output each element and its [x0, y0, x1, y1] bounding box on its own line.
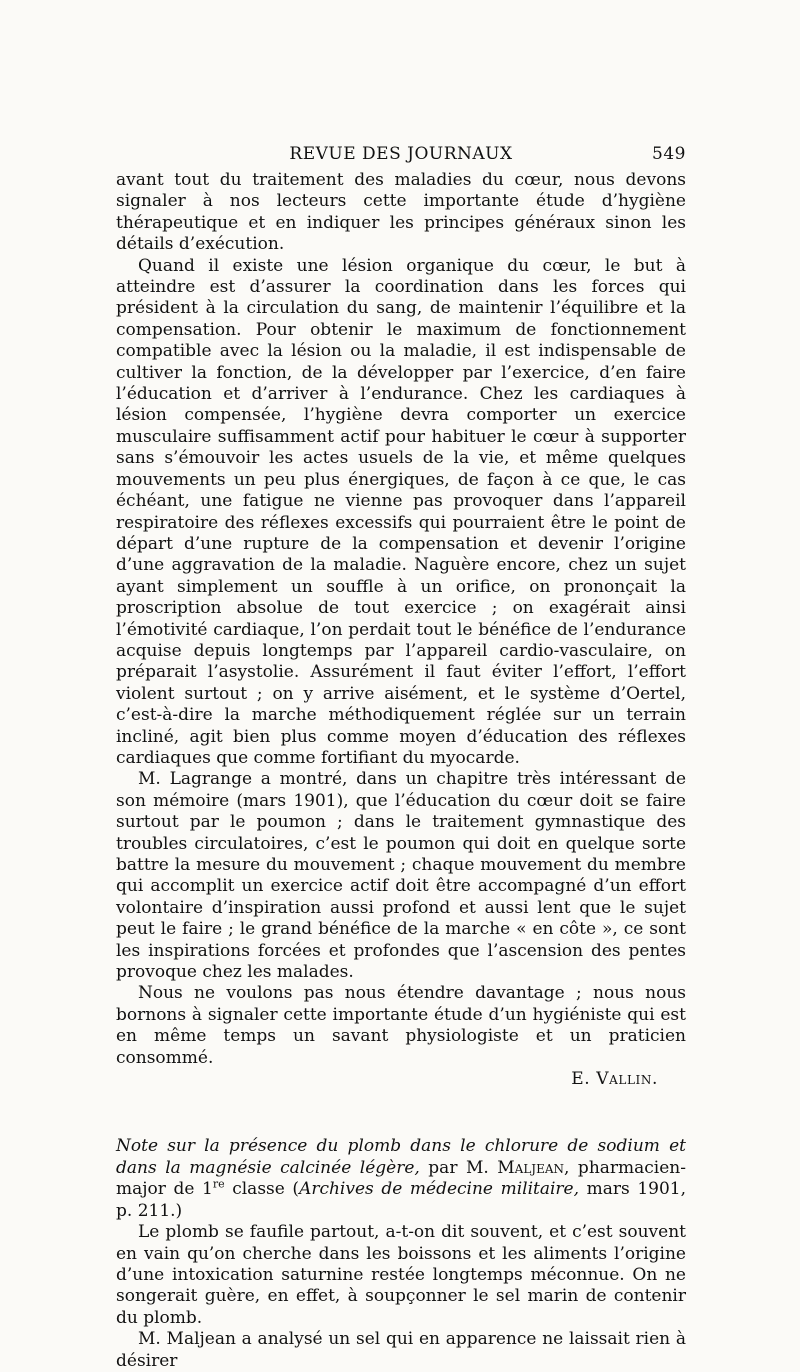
page-number: 549 — [652, 144, 686, 164]
paragraph: Le plomb se faufile partout, a-t-on dit souvent, et c’est souvent en vain qu’on cherche dans les boissons et les aliments l’origine d’une intoxication saturnine restée longtemps méconnue. On ne songerait guère, en effet, à soupçonner le sel marin de contenir du plomb. — [116, 1222, 686, 1328]
body-text — [116, 170, 686, 1372]
section-gap — [116, 1090, 686, 1136]
running-title: REVUE DES JOURNAUX — [289, 144, 513, 164]
article-title: Note sur la présence du plomb dans le chlorure de sodium et dans la magnésie calcinée légère, — [116, 1136, 686, 1178]
signature: E. Vallin. — [571, 1069, 658, 1090]
paragraph: Nous ne voulons pas nous étendre davantage ; nous nous bornons à signaler cette importante étude d’un hygiéniste qui est en même temps un savant physiologiste et un praticien consommé. — [116, 983, 686, 1068]
article-role-end: classe ( — [224, 1179, 300, 1200]
article-role-sup: re — [212, 1177, 225, 1191]
article-source: Archives de médecine militaire, — [299, 1179, 580, 1200]
paragraph-continuation: avant tout du traitement des maladies du cœur, nous devons signaler à nos lecteurs cette importante étude d’hygiène thérapeutique et en indiquer les principes généraux sinon les détails d’exécution. — [116, 170, 686, 255]
paragraph: M. Maljean a analysé un sel qui en apparence ne laissait rien à désirer — [116, 1329, 686, 1371]
article-heading — [116, 1136, 686, 1222]
paragraph: M. Lagrange a montré, dans un chapitre très intéressant de son mémoire (mars 1901), que l’éducation du cœur doit se faire surtout par le poumon ; dans le traitement gymnastique des troubles circulatoires, c’est le poumon qui doit en quelque sorte battre la mesure du mouvement ; chaque mouvement du membre qui accomplit un exercice actif doit être accompagné d’un effort volontaire d’inspiration aussi profond et aussi lent que le sujet peut le faire ; le grand bénéfice de la marche « en côte », ce sont les inspirations forcées et profondes que l’ascension des pentes provoque chez les malades. — [116, 769, 686, 983]
document-page — [116, 140, 686, 1371]
running-header — [116, 140, 686, 170]
article-by: par M. — [419, 1157, 498, 1178]
article-source-rest: mars 1901, p. 211.) — [116, 1179, 686, 1221]
article-author: Maljean — [497, 1157, 565, 1178]
article-role: , pharmacien-major de 1 — [116, 1157, 686, 1200]
paragraph: Quand il existe une lésion organique du cœur, le but à atteindre est d’assurer la coordination dans les forces qui président à la circulation du sang, de maintenir l’équilibre et la compensation. Pour obtenir le maximum de fonctionnement compatible avec la lésion ou la maladie, il est indispensable de cultiver la fonction, de la développer par l’exercice, d’en faire l’éducation et d’arriver à l’endurance. Chez les cardiaques à lésion compensée, l’hygiène devra comporter un exercice musculaire suffisamment actif pour habituer le cœur à supporter sans s’émouvoir les actes usuels de la vie, et même quelques mouvements un peu plus énergiques, de façon à ce que, le cas échéant, une fatigue ne vienne pas provoquer dans l’appareil respiratoire des réflexes excessifs qui pourraient être le point de départ d’une rupture de la compensation et devenir l’origine d’une aggravation de la maladie. Naguère encore, chez un sujet ayant simplement un souffle à un orifice, on prononçait la proscription absolue de tout exercice ; on exagérait ainsi l’émotivité cardiaque, l’on perdait tout le bénéfice de l’endurance acquise depuis longtemps par l’appareil cardio-vasculaire, on préparait l’asystolie. Assurément il faut éviter l’effort, l’effort violent surtout ; on y arrive aisément, et le système d’Oertel, c’est-à-dire la marche méthodiquement réglée sur un terrain incliné, agit bien plus comme moyen d’éducation des réflexes cardiaques que comme fortifiant du myocarde. — [116, 255, 686, 768]
